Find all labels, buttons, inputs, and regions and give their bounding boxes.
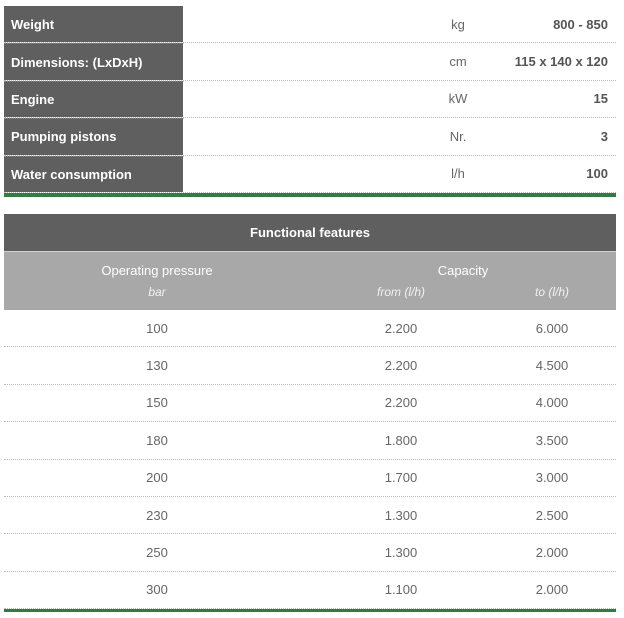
capacity-from-cell: 2.200 — [384, 358, 418, 374]
capacity-from-cell: 1.300 — [384, 507, 418, 523]
spec-value: 3 — [600, 128, 608, 144]
capacity-to-cell: 4.500 — [535, 358, 569, 374]
pressure-cell: 300 — [146, 582, 168, 598]
spec-unit: kg — [451, 16, 465, 32]
spec-unit: cm — [449, 54, 467, 70]
spec-row-dimensions — [4, 43, 616, 80]
pressure-cell: 200 — [146, 470, 168, 486]
pressure-cell: 150 — [146, 395, 168, 411]
spec-label: Water consumption — [4, 156, 184, 192]
spec-unit: kW — [448, 91, 468, 107]
capacity-from-cell: 1.300 — [384, 545, 418, 561]
table-row — [4, 572, 616, 609]
spec-unit: Nr. — [449, 128, 467, 144]
table-bottom-rule — [4, 609, 616, 612]
features-header — [4, 251, 616, 310]
spec-label: Pumping pistons — [4, 118, 184, 154]
capacity-to-cell: 3.000 — [535, 470, 569, 486]
spec-label: Dimensions: (LxDxH) — [4, 43, 184, 79]
capacity-from-cell: 1.100 — [384, 582, 418, 598]
spec-label: Engine — [4, 81, 184, 117]
capacity-to-cell: 2.500 — [535, 507, 569, 523]
capacity-to-cell: 2.000 — [535, 545, 569, 561]
capacity-to-cell: 2.000 — [535, 582, 569, 598]
pressure-cell: 180 — [146, 432, 168, 448]
capacity-to-cell: 3.500 — [535, 432, 569, 448]
spec-value: 15 — [593, 91, 608, 107]
table-row — [4, 385, 616, 422]
pressure-cell: 230 — [146, 507, 168, 523]
capacity-to-cell: 6.000 — [535, 320, 569, 336]
spec-row-weight — [4, 6, 616, 43]
header-capacity-to: to (l/h) — [534, 285, 569, 299]
features-title: Functional features — [4, 214, 616, 251]
pressure-cell: 100 — [146, 320, 168, 336]
table-row — [4, 310, 616, 347]
functional-features-table — [4, 214, 616, 612]
spec-unit: l/h — [451, 166, 465, 182]
capacity-to-cell: 4.000 — [535, 395, 569, 411]
header-operating-pressure: Operating pressure — [101, 263, 213, 278]
specifications-table — [4, 6, 616, 197]
table-row — [4, 460, 616, 497]
spec-value: 115 x 140 x 120 — [514, 54, 608, 70]
capacity-from-cell: 2.200 — [384, 320, 418, 336]
header-capacity-from: from (l/h) — [377, 285, 425, 299]
table-row — [4, 497, 616, 534]
spec-label: Weight — [4, 6, 184, 42]
header-pressure-unit: bar — [148, 285, 166, 299]
table-row — [4, 534, 616, 571]
capacity-from-cell: 2.200 — [384, 395, 418, 411]
header-capacity: Capacity — [437, 263, 489, 278]
pressure-cell: 250 — [146, 545, 168, 561]
spec-row-engine — [4, 81, 616, 118]
table-row — [4, 422, 616, 459]
pressure-cell: 130 — [146, 358, 168, 374]
spec-value: 100 — [586, 166, 608, 182]
capacity-from-cell: 1.700 — [384, 470, 418, 486]
spec-row-water-consumption — [4, 156, 616, 193]
table-bottom-rule — [4, 193, 616, 197]
spec-row-pumping-pistons — [4, 118, 616, 155]
table-row — [4, 347, 616, 384]
spec-value: 800 - 850 — [553, 16, 608, 32]
capacity-from-cell: 1.800 — [384, 432, 418, 448]
